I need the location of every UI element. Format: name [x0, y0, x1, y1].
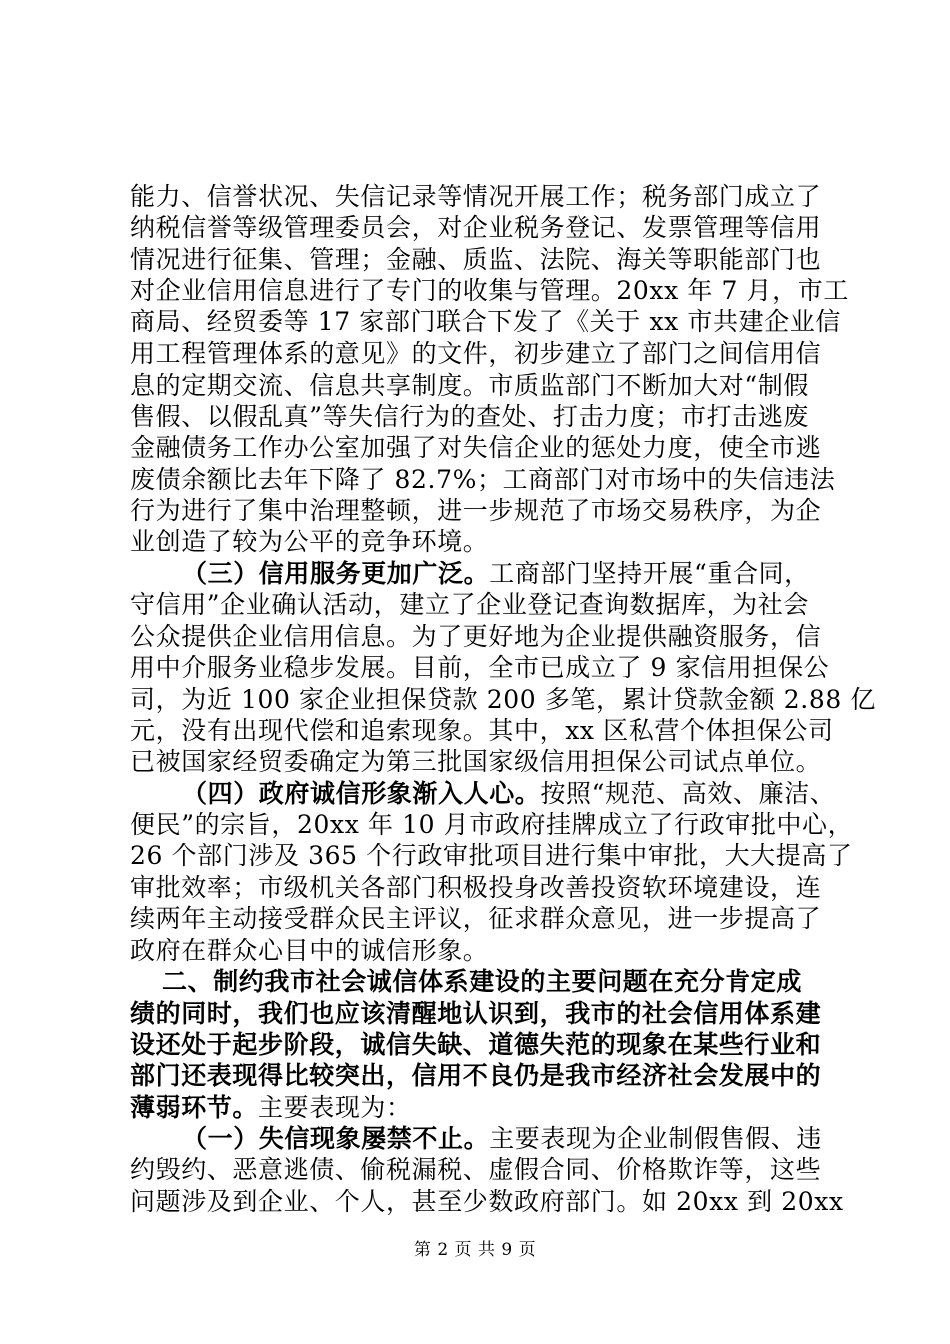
text-line: 金融债务工作办公室加强了对失信企业的惩处力度，使全市逃: [130, 433, 822, 462]
text-span: 主要表现为：: [258, 1093, 412, 1122]
paragraph-heading: （四）政府诚信形象渐入人心。: [182, 779, 541, 808]
text-line: 用中介服务业稳步发展。目前，全市已成立了 9 家信用担保公: [130, 653, 830, 682]
text-line: 纳税信誉等级管理委员会，对企业税务登记、发票管理等信用: [130, 213, 822, 242]
text-line: 司，为近 100 家企业担保贷款 200 多笔，累计贷款金额 2.88 亿: [130, 685, 876, 714]
text-line-mixed: [130, 1091, 412, 1125]
paragraph-heading: （一）失信现象屡禁不止。: [182, 1124, 490, 1153]
paragraph-first-line: [182, 1122, 822, 1156]
text-line: 元，没有出现代偿和追索现象。其中，xx 区私营个体担保公司: [130, 716, 834, 745]
text-line: 能力、信誉状况、失信记录等情况开展工作；税务部门成立了: [130, 182, 822, 211]
text-line: 守信用”企业确认活动，建立了企业登记查询数据库，为社会: [130, 590, 809, 619]
text-line: 商局、经贸委等 17 家部门联合下发了《关于 xx 市共建企业信: [130, 307, 841, 336]
text-span: 主要表现为企业制假售假、违: [489, 1124, 823, 1153]
text-line: 问题涉及到企业、个人，甚至少数政府部门。如 20xx 到 20xx: [130, 1187, 844, 1216]
paragraph-first-line: [182, 777, 835, 811]
text-line-bold: 设还处于起步阶段，诚信失缺、道德失范的现象在某些行业和: [130, 1030, 822, 1059]
text-line: 对企业信用信息进行了专门的收集与管理。20xx 年 7 月，市工: [130, 276, 849, 305]
text-line: 政府在群众心目中的诚信形象。: [130, 936, 489, 965]
text-line: 用工程管理体系的意见》的文件，初步建立了部门之间信用信: [130, 339, 822, 368]
text-span-bold: 薄弱环节。: [130, 1093, 259, 1122]
text-span: 工商部门坚持开展“重合同，: [489, 559, 810, 588]
text-line-bold: 绩的同时，我们也应该清醒地认识到，我市的社会信用体系建: [130, 999, 822, 1028]
text-line: 业创造了较为公平的竞争环境。: [130, 527, 489, 556]
text-line: 续两年主动接受群众民主评议，征求群众意见，进一步提高了: [130, 904, 822, 933]
text-line-bold: 部门还表现得比较突出，信用不良仍是我市经济社会发展中的: [130, 1061, 822, 1090]
text-line: 审批效率；市级机关各部门积极投身改善投资软环境建设，连: [130, 873, 822, 902]
text-line: 约毁约、恶意逃债、偷税漏税、虚假合同、价格欺诈等，这些: [130, 1155, 822, 1184]
text-line: 26 个部门涉及 365 个行政审批项目进行集中审批，大大提高了: [130, 841, 853, 870]
text-line: 情况进行征集、管理；金融、质监、法院、海关等职能部门也: [130, 245, 822, 274]
text-line: 已被国家经贸委确定为第三批国家级信用担保公司试点单位。: [130, 747, 822, 776]
page-footer: 第 2 页 共 9 页: [413, 1240, 537, 1260]
text-line: 废债余额比去年下降了 82.7%；工商部门对市场中的失信违法: [130, 465, 836, 494]
text-line: 售假、以假乱真”等失信行为的查处、打击力度；市打击逃废: [130, 402, 809, 431]
section-heading: 二、制约我市社会诚信体系建设的主要问题在充分肯定成: [162, 967, 803, 996]
text-line: 便民”的宗旨，20xx 年 10 月市政府挂牌成立了行政审批中心，: [130, 810, 854, 839]
paragraph-first-line: [182, 557, 810, 591]
text-line: 公众提供企业信用信息。为了更好地为企业提供融资服务，信: [130, 622, 822, 651]
text-span: 按照“规范、高效、廉洁、: [540, 779, 836, 808]
paragraph-heading: （三）信用服务更加广泛。: [182, 559, 490, 588]
text-line: 行为进行了集中治理整顿，进一步规范了市场交易秩序，为企: [130, 496, 822, 525]
text-line: 息的定期交流、信息共享制度。市质监部门不断加大对“制假: [130, 371, 809, 400]
